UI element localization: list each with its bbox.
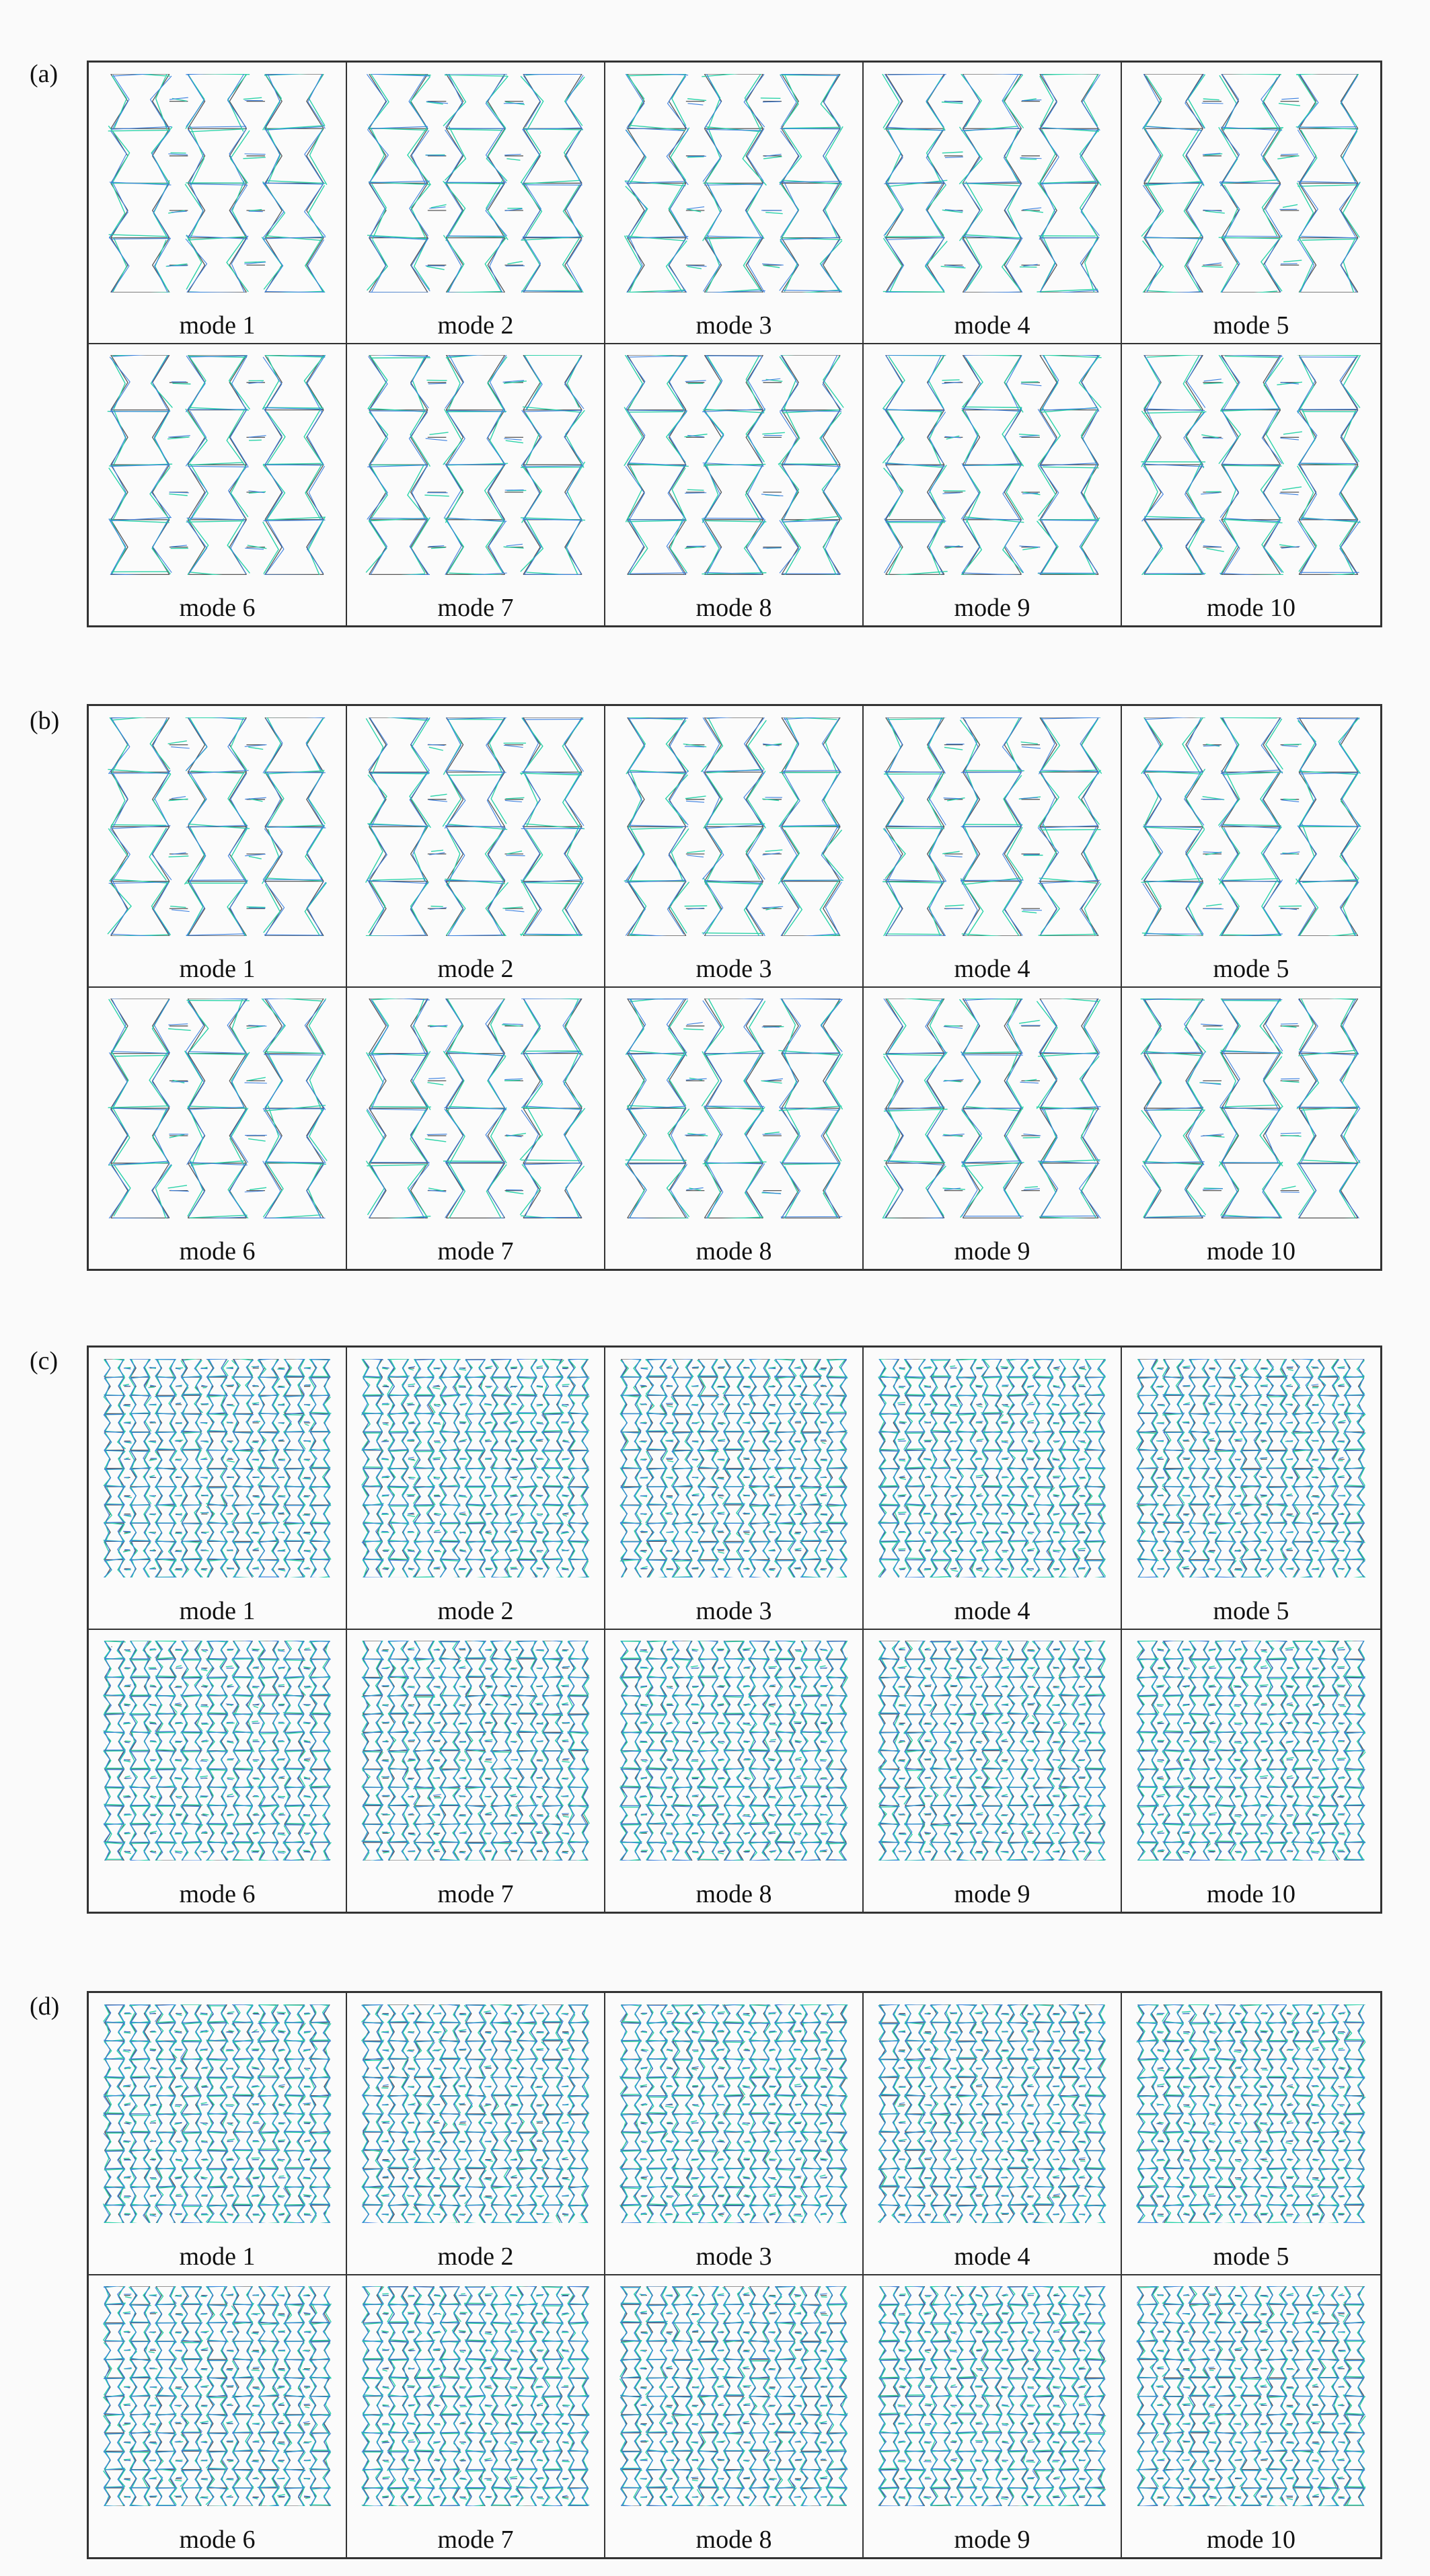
mode-caption: mode 9: [954, 2526, 1030, 2554]
lattice-mode-shape: [102, 355, 333, 574]
lattice-mode-shape: [1135, 2004, 1367, 2224]
lattice-mode-shape: [360, 2004, 591, 2224]
mode-cell: [864, 1993, 1122, 2275]
mode-cell: [605, 1993, 864, 2275]
lattice-mode-shape: [1135, 1359, 1367, 1578]
deformed-lattice: [883, 717, 1100, 936]
mode-caption: mode 2: [437, 2242, 514, 2271]
mode-caption: mode 3: [695, 311, 772, 340]
panel-b-grid: [87, 704, 1382, 1271]
panel-label-d: (d): [30, 1992, 60, 2021]
lattice-mode-shape: [876, 717, 1108, 936]
mode-cell: [347, 344, 605, 626]
mode-cell: [1122, 63, 1380, 344]
mode-caption: mode 1: [179, 954, 256, 983]
mode-caption: mode 8: [695, 2526, 772, 2554]
lattice-mode-shape: [360, 355, 591, 574]
lattice-mode-shape: [1135, 74, 1367, 292]
mode-cell: [864, 988, 1122, 1270]
lattice-mode-shape: [876, 1359, 1108, 1578]
mode-cell: [347, 706, 605, 988]
mode-cell: [89, 63, 347, 344]
lattice-mode-shape: [618, 1641, 850, 1861]
lattice-mode-shape: [618, 717, 850, 936]
mode-caption: mode 9: [954, 1237, 1030, 1265]
mode-cell: [1122, 344, 1380, 626]
lattice-mode-shape: [876, 2286, 1108, 2506]
mode-cell: [89, 1630, 347, 1912]
lattice-mode-shape: [618, 355, 850, 574]
lattice-mode-shape: [876, 999, 1108, 1218]
lattice-mode-shape: [102, 1359, 333, 1578]
mode-caption: mode 10: [1207, 1237, 1295, 1265]
mode-caption: mode 6: [179, 1237, 256, 1265]
mode-caption: mode 9: [954, 594, 1030, 622]
lattice-mode-shape: [1135, 1641, 1367, 1861]
mode-caption: mode 1: [179, 1596, 256, 1625]
lattice-mode-shape: [360, 74, 591, 292]
mode-caption: mode 4: [954, 2242, 1030, 2271]
mode-cell: [89, 1348, 347, 1630]
mode-caption: mode 8: [695, 1237, 772, 1265]
deformed-lattice: [883, 999, 1100, 1218]
mode-caption: mode 2: [437, 1596, 514, 1625]
mode-caption: mode 3: [695, 954, 772, 983]
lattice-mode-shape: [618, 999, 850, 1218]
mode-caption: mode 7: [437, 1237, 514, 1265]
mode-cell: [864, 63, 1122, 344]
mode-caption: mode 10: [1207, 1880, 1295, 1908]
mode-caption: mode 3: [695, 2242, 772, 2271]
mode-cell: [864, 344, 1122, 626]
mode-cell: [347, 988, 605, 1270]
lattice-mode-shape: [1135, 717, 1367, 936]
mode-cell: [89, 2275, 347, 2558]
mode-caption: mode 5: [1213, 2242, 1289, 2271]
mode-caption: mode 1: [179, 2242, 256, 2271]
lattice-mode-shape: [1135, 999, 1367, 1218]
mode-cell: [605, 344, 864, 626]
mode-caption: mode 2: [437, 954, 514, 983]
mode-cell: [605, 706, 864, 988]
mode-cell: [347, 1630, 605, 1912]
mode-cell: [864, 706, 1122, 988]
mode-caption: mode 2: [437, 311, 514, 340]
mode-cell: [605, 2275, 864, 2558]
panel-c-grid: [87, 1345, 1382, 1914]
mode-caption: mode 1: [179, 311, 256, 340]
lattice-mode-shape: [102, 74, 333, 292]
mode-caption: mode 5: [1213, 311, 1289, 340]
lattice-mode-shape: [876, 74, 1108, 292]
mode-cell: [605, 1348, 864, 1630]
lattice-mode-shape: [360, 2286, 591, 2506]
deformed-lattice: [104, 2004, 331, 2224]
mode-caption: mode 7: [437, 2526, 514, 2554]
mode-cell: [347, 1993, 605, 2275]
mode-caption: mode 8: [695, 594, 772, 622]
lattice-mode-shape: [618, 2004, 850, 2224]
mode-cell: [864, 1348, 1122, 1630]
mode-caption: mode 6: [179, 2526, 256, 2554]
panel-a-grid: [87, 61, 1382, 627]
mode-caption: mode 4: [954, 311, 1030, 340]
lattice-mode-shape: [360, 1359, 591, 1578]
lattice-mode-shape: [102, 1641, 333, 1861]
mode-caption: mode 4: [954, 954, 1030, 983]
lattice-mode-shape: [102, 2004, 333, 2224]
mode-cell: [347, 63, 605, 344]
lattice-mode-shape: [876, 1641, 1108, 1861]
mode-cell: [864, 1630, 1122, 1912]
lattice-mode-shape: [876, 2004, 1108, 2224]
mode-cell: [1122, 1630, 1380, 1912]
panel-label-a: (a): [30, 60, 59, 88]
mode-cell: [1122, 1348, 1380, 1630]
lattice-mode-shape: [360, 999, 591, 1218]
lattice-mode-shape: [102, 2286, 333, 2506]
panel-label-b: (b): [30, 707, 60, 735]
mode-caption: mode 7: [437, 594, 514, 622]
mode-caption: mode 4: [954, 1596, 1030, 1625]
undeformed-lattice: [628, 74, 840, 292]
mode-caption: mode 5: [1213, 954, 1289, 983]
lattice-mode-shape: [618, 1359, 850, 1578]
mode-cell: [864, 2275, 1122, 2558]
mode-caption: mode 10: [1207, 594, 1295, 622]
lattice-mode-shape: [876, 355, 1108, 574]
mode-cell: [605, 63, 864, 344]
lattice-mode-shape: [360, 1641, 591, 1861]
mode-caption: mode 6: [179, 1880, 256, 1908]
mode-cell: [1122, 988, 1380, 1270]
mode-caption: mode 3: [695, 1596, 772, 1625]
deformed-lattice: [104, 2286, 331, 2506]
lattice-mode-shape: [102, 999, 333, 1218]
mode-cell: [89, 706, 347, 988]
deformed-lattice: [884, 355, 1099, 574]
mode-caption: mode 8: [695, 1880, 772, 1908]
lattice-mode-shape: [1135, 2286, 1367, 2506]
mode-cell: [1122, 706, 1380, 988]
mode-caption: mode 10: [1207, 2526, 1295, 2554]
panel-label-c: (c): [30, 1347, 59, 1375]
mode-cell: [605, 988, 864, 1270]
mode-cell: [347, 2275, 605, 2558]
mode-cell: [1122, 2275, 1380, 2558]
mode-caption: mode 6: [179, 594, 256, 622]
lattice-mode-shape: [360, 717, 591, 936]
mode-caption: mode 7: [437, 1880, 514, 1908]
lattice-mode-shape: [618, 74, 850, 292]
mode-cell: [89, 344, 347, 626]
lattice-mode-shape: [618, 2286, 850, 2506]
mode-caption: mode 5: [1213, 1596, 1289, 1625]
mode-cell: [89, 1993, 347, 2275]
lattice-mode-shape: [1135, 355, 1367, 574]
mode-cell: [605, 1630, 864, 1912]
panel-d-grid: [87, 1991, 1382, 2559]
mode-cell: [347, 1348, 605, 1630]
mode-cell: [89, 988, 347, 1270]
mode-caption: mode 9: [954, 1880, 1030, 1908]
stray-dot: [111, 1646, 112, 1647]
lattice-mode-shape: [102, 717, 333, 936]
mode-cell: [1122, 1993, 1380, 2275]
